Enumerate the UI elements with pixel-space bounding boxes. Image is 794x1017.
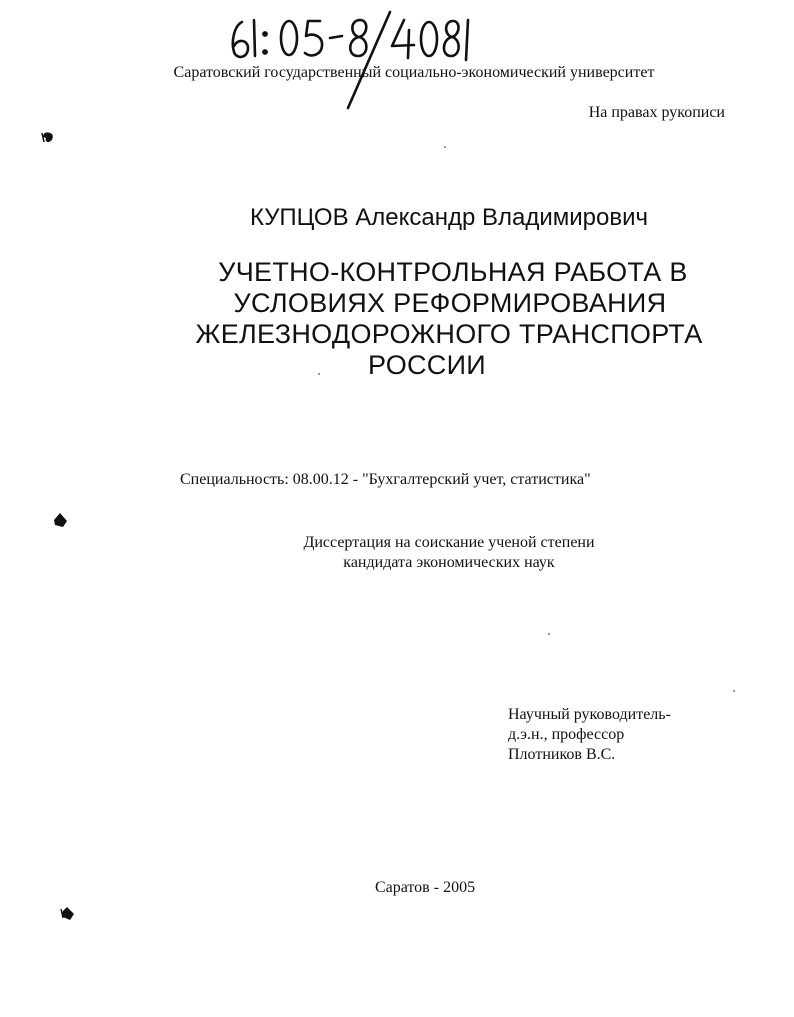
scientific-supervisor — [508, 705, 671, 765]
scan-mark-icon — [60, 905, 76, 921]
handwritten-catalogue-number — [228, 8, 478, 112]
university-name: Саратовский государственный социально-экономический университет — [173, 64, 655, 81]
supervisor-line: д.э.н., профессор — [508, 726, 625, 743]
scan-speck — [318, 373, 320, 375]
dissertation-title — [0, 257, 794, 381]
title-line: УЧЕТНО-КОНТРОЛЬНАЯ РАБОТА В — [218, 257, 688, 287]
city-and-year: Саратов - 2005 — [374, 879, 476, 896]
degree-line: кандидата экономических наук — [343, 554, 555, 571]
degree-statement — [52, 533, 794, 573]
author-name: КУПЦОВ Александр Владимирович — [249, 204, 649, 231]
title-line: ЖЕЛЕЗНОДОРОЖНОГО ТРАНСПОРТА — [195, 319, 703, 349]
scan-speck — [733, 690, 735, 692]
manuscript-rights-note: На правах рукописи — [588, 104, 725, 121]
scan-speck — [444, 146, 446, 148]
supervisor-line: Научный руководитель- — [508, 706, 671, 723]
scan-speck — [548, 633, 550, 635]
supervisor-line: Плотников В.С. — [508, 746, 616, 763]
specialty-code: Специальность: 08.00.12 - "Бухгалтерский учет, статистика" — [180, 471, 591, 488]
degree-line: Диссертация на соискание ученой степени — [303, 534, 595, 551]
title-line: РОССИИ — [367, 350, 487, 380]
scan-mark-icon — [40, 129, 56, 145]
scan-mark-icon — [52, 512, 68, 528]
title-line: УСЛОВИЯХ РЕФОРМИРОВАНИЯ — [233, 288, 667, 318]
